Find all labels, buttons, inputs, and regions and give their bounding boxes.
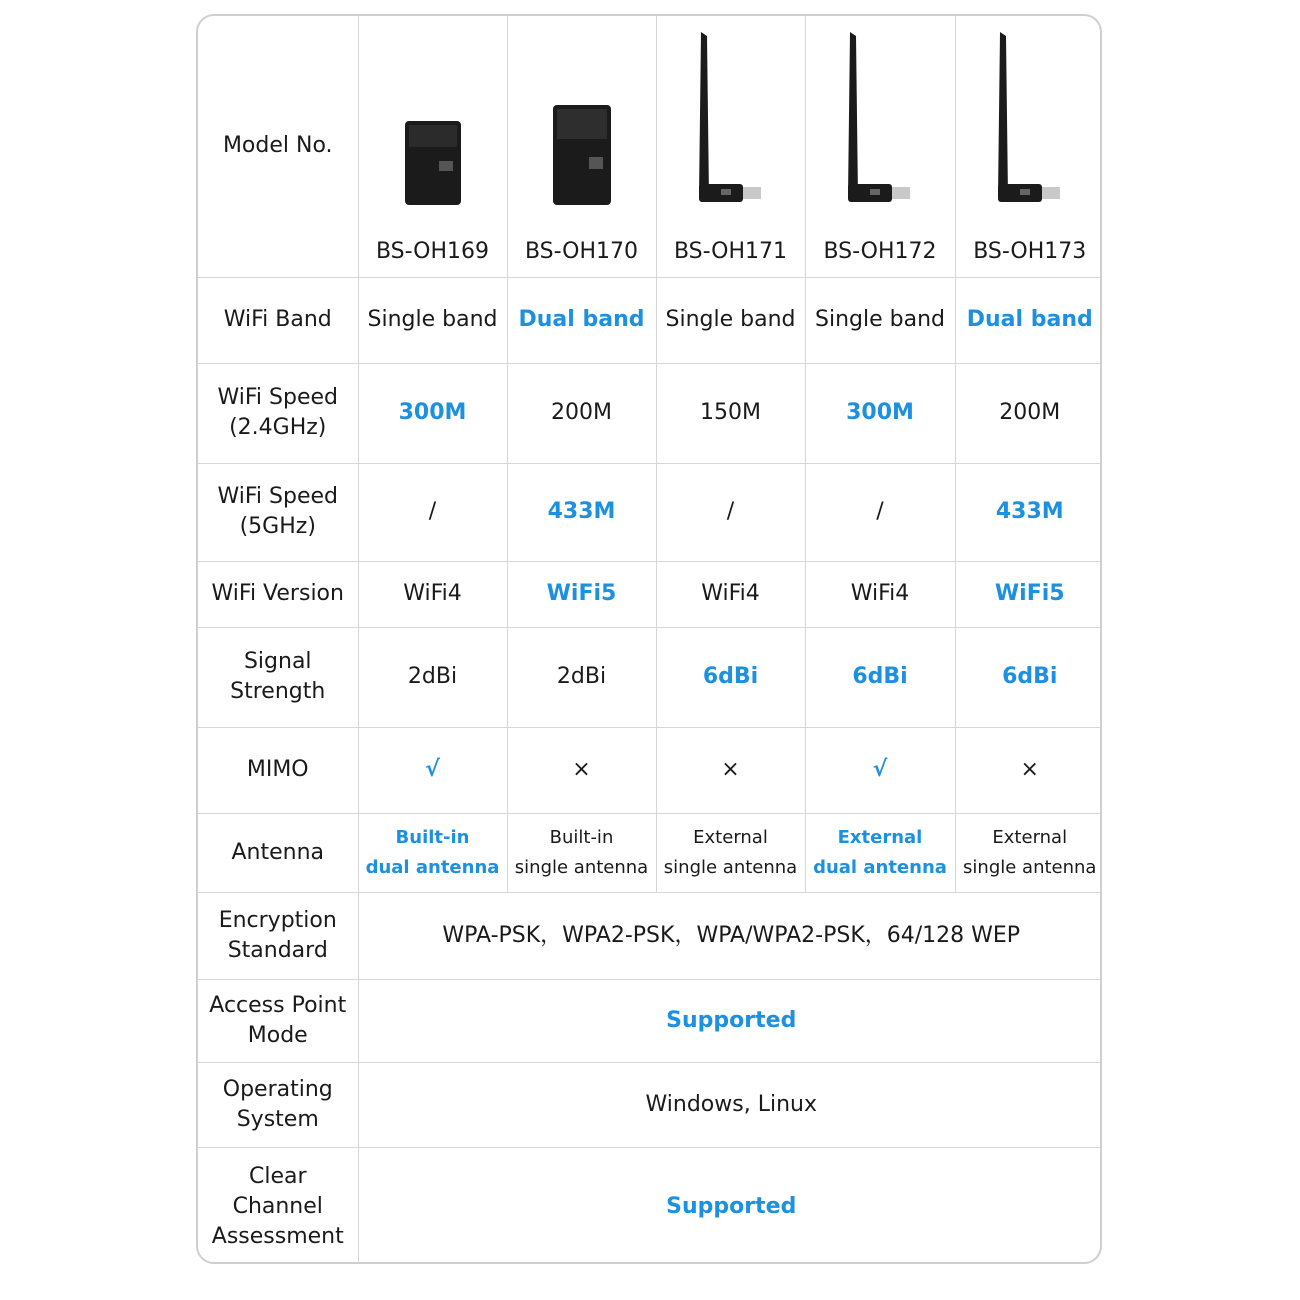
usb-adapter-antenna-icon: [661, 32, 801, 207]
antenna-row: [198, 813, 1102, 892]
row-label: WiFi Version: [198, 561, 358, 627]
wifi-speed-24-row: [198, 363, 1102, 463]
row-label: WiFi Speed (2.4GHz): [198, 363, 358, 463]
mimo-row: [198, 727, 1102, 813]
wifi-version-row: [198, 561, 1102, 627]
cell-value: WiFi4: [656, 561, 805, 627]
cell-value: Built-in single antenna: [507, 813, 656, 892]
cell-value: WiFi4: [358, 561, 507, 627]
cell-value: 2dBi: [507, 627, 656, 727]
cell-value: Single band: [805, 277, 955, 363]
model-cell: [507, 16, 656, 277]
model-cell: [656, 16, 805, 277]
cell-value: Single band: [656, 277, 805, 363]
row-label: Signal Strength: [198, 627, 358, 727]
cell-value: Dual band: [955, 277, 1102, 363]
model-cell: [955, 16, 1102, 277]
cell-value: WPA-PSK，WPA2-PSK，WPA/WPA2-PSK，64/128 WEP: [358, 892, 1102, 979]
model-name: BS-OH173: [973, 238, 1087, 264]
cell-value: Supported: [666, 1193, 797, 1219]
cca-row: [198, 1147, 1102, 1264]
cell-value: 6dBi: [805, 627, 955, 727]
cross-icon: ×: [656, 727, 805, 813]
cell-value: 433M: [955, 463, 1102, 561]
cell-value: WiFi5: [955, 561, 1102, 627]
cell-value: 433M: [507, 463, 656, 561]
row-label: Encryption Standard: [198, 892, 358, 979]
cell-value: Single band: [358, 277, 507, 363]
cell-value: Supported: [358, 979, 1102, 1062]
row-label: Operating System: [198, 1062, 358, 1147]
model-name: BS-OH169: [375, 238, 490, 264]
comparison-table: [196, 14, 1102, 1264]
cell-value: /: [358, 463, 507, 561]
row-label: Access Point Mode: [198, 979, 358, 1062]
model-label: Model No.: [198, 16, 358, 277]
model-name: BS-OH171: [673, 238, 788, 264]
cell-value: Built-in dual antenna: [358, 813, 507, 892]
cross-icon: ×: [955, 727, 1102, 813]
cell-value: WiFi4: [805, 561, 955, 627]
wifi-band-row: [198, 277, 1102, 363]
check-icon: √: [358, 727, 507, 813]
access-point-row: [198, 979, 1102, 1062]
model-name: BS-OH170: [524, 238, 639, 264]
cell-value: 200M: [955, 363, 1102, 463]
cell-value: External dual antenna: [805, 813, 955, 892]
cell-value: External single antenna: [955, 813, 1102, 892]
signal-strength-row: [198, 627, 1102, 727]
model-name: BS-OH172: [823, 238, 937, 264]
cell-value: WiFi5: [507, 561, 656, 627]
row-label: WiFi Speed (5GHz): [198, 463, 358, 561]
check-icon: √: [805, 727, 955, 813]
model-cell: [358, 16, 507, 277]
cell-value: /: [805, 463, 955, 561]
row-label: Antenna: [198, 813, 358, 892]
encryption-row: [198, 892, 1102, 979]
usb-adapter-large-icon: [512, 32, 652, 207]
cell-value: Windows, Linux: [358, 1062, 1102, 1147]
cross-icon: ×: [507, 727, 656, 813]
row-label: MIMO: [198, 727, 358, 813]
cell-value: 300M: [358, 363, 507, 463]
cell-value: 2dBi: [358, 627, 507, 727]
cell-value: 300M: [805, 363, 955, 463]
usb-adapter-antenna-icon: [960, 32, 1101, 207]
operating-system-row: [198, 1062, 1102, 1147]
cell-value: 150M: [656, 363, 805, 463]
cell-value: Dual band: [507, 277, 656, 363]
cell-value: 6dBi: [955, 627, 1102, 727]
row-label: Clear Channel Assessment: [198, 1147, 358, 1264]
cell-value: 6dBi: [656, 627, 805, 727]
cell-value: External single antenna: [656, 813, 805, 892]
usb-adapter-antenna-icon: [810, 32, 951, 207]
model-row: [198, 16, 1102, 277]
row-label: WiFi Band: [198, 277, 358, 363]
usb-adapter-compact-icon: [363, 32, 503, 207]
cell-value: 200M: [507, 363, 656, 463]
cell-value: /: [656, 463, 805, 561]
model-cell: [805, 16, 955, 277]
wifi-speed-5-row: [198, 463, 1102, 561]
